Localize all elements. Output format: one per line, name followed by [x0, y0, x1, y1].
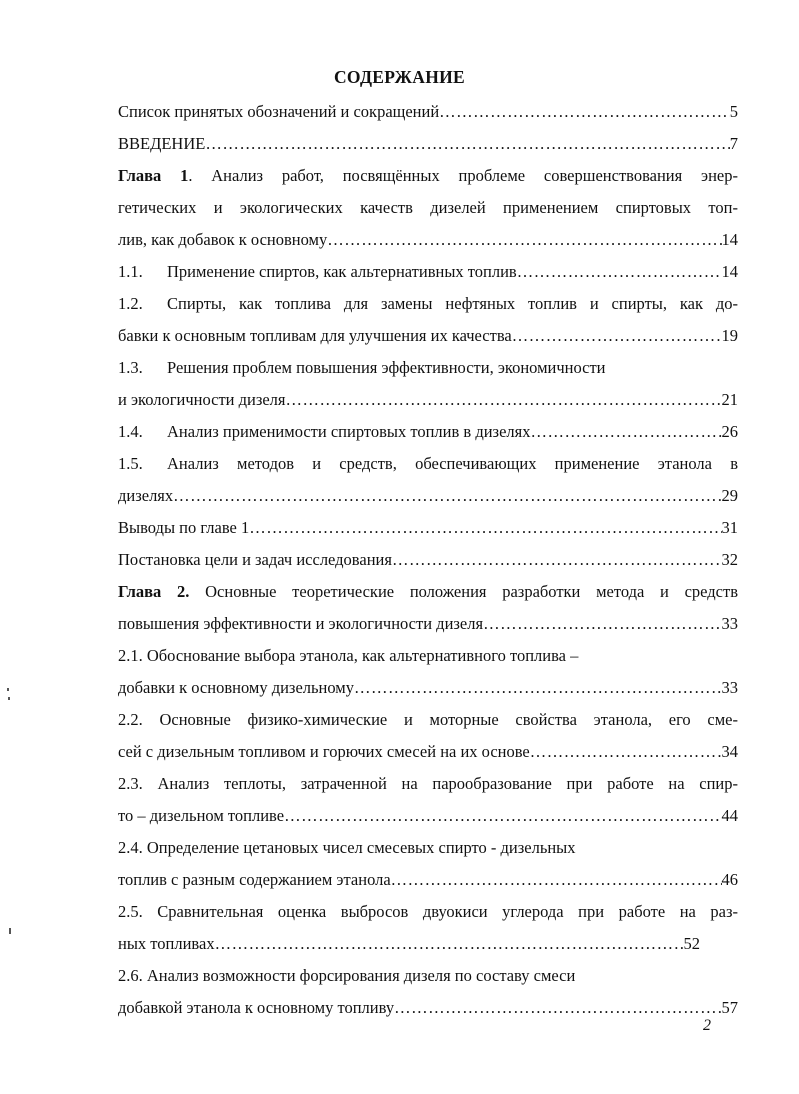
toc-title: СОДЕРЖАНИЕ — [333, 67, 465, 87]
toc-entry-1-3: 1.3. Решения проблем повышения эффективности, экономичности — [118, 358, 606, 377]
toc-entry-2-5-end: ных топливах …………………………………………………………………………………………………………………………………………………… 52 — [118, 934, 700, 954]
toc-entry-introduction: ВВЕДЕНИЕ …………………………………………………………………………………………………………………………………………………… 7 — [118, 134, 738, 154]
toc-entry-2-4-end: топлив с разным содержанием этанола …………………………………………………………………………………………………………………………………………………… 46 — [118, 870, 738, 890]
toc-entry-1-4: 1.4. Анализ применимости спиртовых топлив в дизелях …………………………………………………………………………………………………………………………………………………… 26 — [118, 422, 738, 442]
toc-entry-1-2: 1.2. Спирты, как топлива для замены нефтяных топлив и спирты, как до- — [118, 294, 738, 313]
toc-entry-2-5: 2.5. Сравнительная оценка выбросов двуокиси углерода при работе на раз- — [118, 902, 738, 921]
toc-entry-chapter-2: Глава 2. Основные теоретические положения разработки метода и средств — [118, 582, 738, 601]
toc-entry-chapter-1-end: лив, как добавок к основному …………………………………………………………………………………………………………………………………………………… 14 — [118, 230, 738, 250]
toc-entry-1-5: 1.5. Анализ методов и средств, обеспечивающих применение этанола в — [118, 454, 738, 473]
toc-entry-2-2: 2.2. Основные физико-химические и моторные свойства этанола, его сме- — [118, 710, 738, 729]
toc-entry-chapter-1-cont: гетических и экологических качеств дизелей применением спиртовых топ- — [118, 198, 738, 217]
toc-entry-1-3-end: и экологичности дизеля …………………………………………………………………………………………………………………………………………………… 21 — [118, 390, 738, 410]
toc-entry-chapter-2-end: повышения эффективности и экологичности дизеля …………………………………………………………………………………………………………………………………………………… 33 — [118, 614, 738, 634]
toc-entry-2-4: 2.4. Определение цетановых чисел смесевых спирто - дизельных — [118, 838, 576, 857]
toc-entry-2-6-end: добавкой этанола к основному топливу …………………………………………………………………………………………………………………………………………………… 57 — [118, 998, 738, 1018]
scan-speck — [8, 697, 10, 700]
toc-entry-chapter-1: Глава 1. Анализ работ, посвящённых проблеме совершенствования энер- — [118, 166, 738, 185]
page-number: 2 — [703, 1017, 711, 1034]
scan-speck — [9, 928, 11, 934]
toc-entry-1-1: 1.1. Применение спиртов, как альтернативных топлив …………………………………………………………………………………………………………………………………………………… 14 — [118, 262, 738, 282]
toc-entry-abbreviations: Список принятых обозначений и сокращений …………………………………………………………………………………………………………………………………………………… 5 — [118, 102, 738, 122]
toc-entry-goals: Постановка цели и задач исследования …………………………………………………………………………………………………………………………………………………… 32 — [118, 550, 738, 570]
toc-entry-2-6: 2.6. Анализ возможности форсирования дизеля по составу смеси — [118, 966, 576, 985]
toc-entry-conclusions-1: Выводы по главе 1 …………………………………………………………………………………………………………………………………………………… 31 — [118, 518, 738, 538]
toc-entry-2-2-end: сей с дизельным топливом и горючих смесей на их основе …………………………………………………………………………………………………………………………………………………… 34 — [118, 742, 738, 762]
toc-entry-2-3: 2.3. Анализ теплоты, затраченной на парообразование при работе на спир- — [118, 774, 738, 793]
toc-entry-2-3-end: то – дизельном топливе …………………………………………………………………………………………………………………………………………………… 44 — [118, 806, 738, 826]
toc-entry-1-5-end: дизелях …………………………………………………………………………………………………………………………………………………… 29 — [118, 486, 738, 506]
toc-entry-1-2-end: бавки к основным топливам для улучшения их качества …………………………………………………………………………………………………………………………………………………… 19 — [118, 326, 738, 346]
toc-entry-2-1-end: добавки к основному дизельному …………………………………………………………………………………………………………………………………………………… 33 — [118, 678, 738, 698]
scan-speck — [7, 688, 9, 691]
toc-entry-2-1: 2.1. Обоснование выбора этанола, как альтернативного топлива – — [118, 646, 579, 665]
